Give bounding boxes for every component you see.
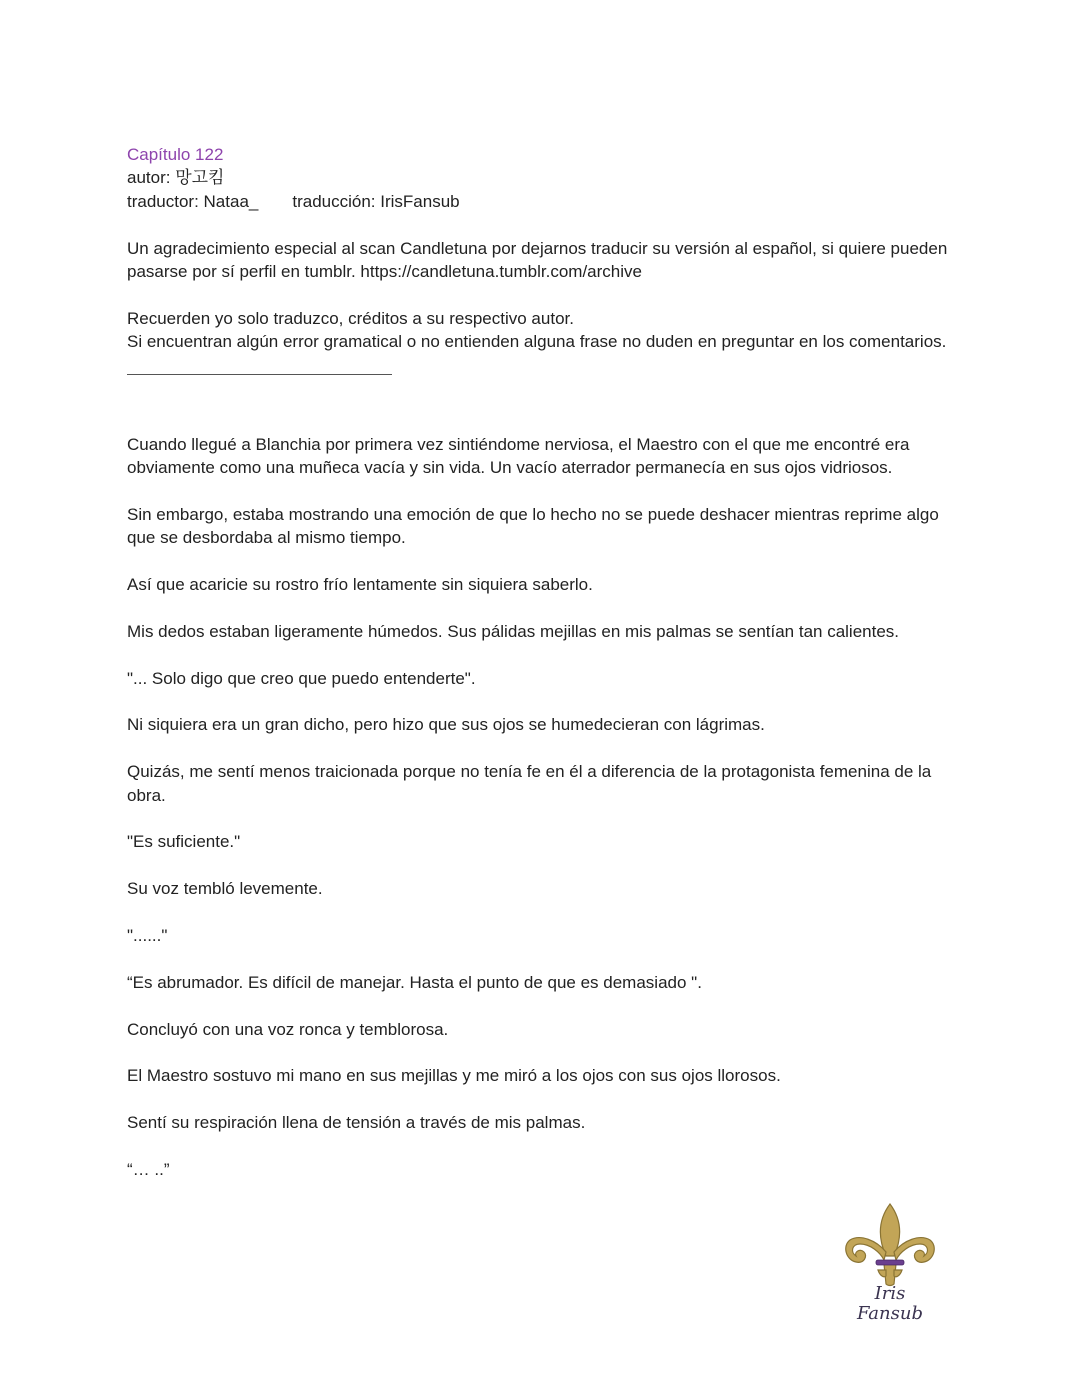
story-paragraph: Su voz tembló levemente. [127, 879, 323, 899]
fleur-de-lis-icon [840, 1200, 940, 1288]
story-paragraph: El Maestro sostuvo mi mano en sus mejillas y me miró a los ojos con sus ojos llorosos. [127, 1066, 781, 1086]
credits-line [127, 190, 957, 213]
story-paragraph: Cuando llegué a Blanchia por primera vez sintiéndome nerviosa, el Maestro con el que me encontré era obviamente como una muñeca vacía y sin vida. Un vacío aterrador permanecía en sus ojos vidriosos. [127, 434, 910, 478]
story-paragraph: “… ..” [127, 1160, 170, 1179]
story-paragraph: "... Solo digo que creo que puedo entenderte". [127, 668, 476, 688]
story-paragraph: “Es abrumador. Es difícil de manejar. Hasta el punto de que es demasiado ". [127, 972, 702, 992]
story-text [127, 433, 957, 1182]
story-paragraph: Mis dedos estaban ligeramente húmedos. Sus pálidas mejillas en mis palmas se sentían tan calientes. [127, 621, 900, 641]
document-page [127, 143, 957, 1205]
credits-notice: Recuerden yo solo traduzco, créditos a su respectivo autor. [127, 308, 574, 328]
errors-notice: Si encuentran algún error gramatical o no entienden alguna frase no duden en preguntar en los comentarios. [127, 332, 947, 352]
translator-line: traductor: Nataa_ [127, 191, 259, 211]
story-paragraph: Ni siquiera era un gran dicho, pero hizo que sus ojos se humedecieran con lágrimas. [127, 715, 765, 735]
author-line: autor: 망고킴 [127, 168, 225, 188]
story-paragraph: Sentí su respiración llena de tensión a través de mis palmas. [127, 1113, 586, 1133]
story-paragraph: Quizás, me sentí menos traicionada porque no tenía fe en él a diferencia de la protagonista femenina de la obra. [127, 762, 932, 805]
thanks-text: Un agradecimiento especial al scan Candletuna por dejarnos traducir su versión al español, si quiere pueden pasarse por sí perfil en tumblr. https://candletuna.tumblr.com/archive [127, 238, 948, 282]
thanks-paragraph [127, 237, 957, 284]
iris-fansub-logo [840, 1200, 940, 1324]
translation-line: traducción: IrisFansub [292, 191, 460, 211]
story-paragraph: "Es suficiente." [127, 832, 241, 852]
logo-text: Iris Fansub [857, 1283, 923, 1324]
chapter-title: Capítulo 122 [127, 145, 224, 164]
story-paragraph: Concluyó con una voz ronca y temblorosa. [127, 1019, 449, 1039]
notice-paragraph [127, 307, 957, 354]
section-divider [127, 374, 392, 375]
story-paragraph: Así que acaricie su rostro frío lentamente sin siquiera saberlo. [127, 575, 593, 595]
story-paragraph: "......" [127, 926, 168, 946]
story-paragraph: Sin embargo, estaba mostrando una emoción de que lo hecho no se puede deshacer mientras reprime algo que se desbordaba al mismo tiempo. [127, 504, 939, 548]
